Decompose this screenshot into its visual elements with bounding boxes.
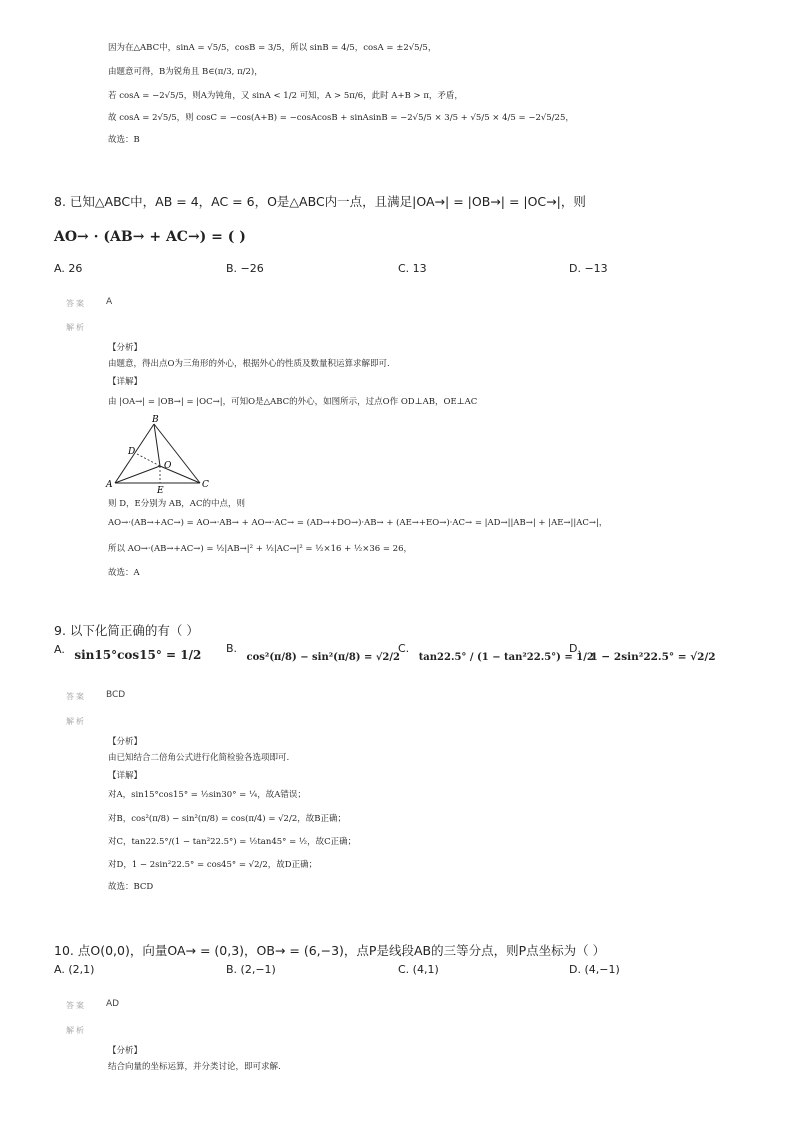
q9-xiangjie-title: 【详解】	[108, 771, 143, 781]
q8-conclusion: 故选：A	[108, 568, 140, 578]
q10-fenxi-title: 【分析】	[108, 1046, 143, 1056]
triangle-side-bc	[154, 424, 200, 483]
q8-option-b[interactable]: B. −26	[226, 262, 264, 275]
segment-od	[137, 454, 160, 466]
q7-solution-line1: 因为在△ABC中，sinA = √5/5，cosB = 3/5，所以 sinB = 4/5，cosA = ±2√5/5，	[108, 43, 437, 53]
q9-conclusion: 故选：BCD	[108, 882, 154, 892]
q9-option-c-letter: C.	[398, 642, 410, 655]
q8-option-c[interactable]: C. 13	[398, 262, 427, 275]
q9-option-a-expr: sin15°cos15° = 1/2	[74, 648, 202, 662]
q10-answer: AD	[106, 999, 120, 1009]
q8-xiangjie-title: 【详解】	[108, 377, 143, 387]
q8-option-d[interactable]: D. −13	[569, 262, 608, 275]
q8-answer-label: 答案	[66, 299, 86, 308]
q7-conclusion: 故选：B	[108, 135, 140, 145]
q10-option-b[interactable]: B. (2,−1)	[226, 963, 276, 976]
q8-fenxi-text: 由题意，得出点O为三角形的外心，根据外心的性质及数量积运算求解即可.	[108, 359, 390, 369]
q8-analysis-label: 解析	[66, 323, 86, 332]
q10-option-d[interactable]: D. (4,−1)	[569, 963, 620, 976]
q10-answer-label: 答案	[66, 1001, 86, 1010]
q8-answer: A	[106, 297, 113, 307]
q9-option-d-letter: D.	[569, 642, 581, 655]
q9-option-b-expr: cos²(π/8) − sin²(π/8) = √2/2	[246, 652, 401, 663]
q10-option-a[interactable]: A. (2,1)	[54, 963, 95, 976]
q7-solution-line3: 若 cosA = −2√5/5，则A为钝角，又 sinA < 1/2 可知，A > 5π/6，此时 A+B > π，矛盾，	[108, 91, 463, 101]
q9-detail-d: 对D，1 − 2sin²22.5° = cos45° = √2/2，故D正确；	[108, 860, 318, 870]
q8-fenxi-title: 【分析】	[108, 343, 143, 353]
q9-answer-label: 答案	[66, 692, 86, 701]
segment-ao	[115, 466, 160, 483]
q9-option-b-letter: B.	[226, 642, 238, 655]
q9-option-c[interactable]	[398, 642, 594, 663]
q9-fenxi-text: 由已知结合二倍角公式进行化简检验各选项即可.	[108, 753, 290, 763]
q9-option-d[interactable]	[569, 642, 716, 663]
label-a: A	[106, 480, 113, 490]
label-o: O	[164, 461, 172, 471]
q10-fenxi-text: 结合向量的坐标运算，并分类讨论，即可求解.	[108, 1062, 281, 1072]
label-c: C	[202, 480, 209, 490]
q9-option-a[interactable]	[54, 642, 202, 662]
q9-answer: BCD	[106, 690, 126, 700]
q7-solution-line2: 由题意可得，B为锐角且 B∈(π/3, π/2)，	[108, 67, 263, 77]
q10-stem: 10. 点O(0,0)，向量OA→ = (0,3)，OB→ = (6,−3)，点P是线段AB的三等分点，则P点坐标为（ ）	[54, 943, 606, 958]
q9-option-d-expr: 1 − 2sin²22.5° = √2/2	[590, 651, 716, 663]
q9-detail-b: 对B，cos²(π/8) − sin²(π/8) = cos(π/4) = √2/2，故B正确；	[108, 814, 346, 824]
q9-option-b[interactable]	[226, 642, 401, 663]
q8-after-fig-line3: 所以 AO→·(AB→+AC→) = ½|AB→|² + ½|AC→|² = ½×16 + ½×36 = 26，	[108, 544, 412, 554]
q8-stem-line2: AO→ · (AB→ + AC→) = ( )	[54, 229, 246, 245]
q10-option-c[interactable]: C. (4,1)	[398, 963, 439, 976]
q9-detail-c: 对C，tan22.5°/(1 − tan²22.5°) = ½tan45° = ½，故C正确；	[108, 837, 357, 847]
q9-stem: 9. 以下化简正确的有（ ）	[54, 623, 199, 638]
triangle-figure	[104, 412, 224, 494]
q9-fenxi-title: 【分析】	[108, 737, 143, 747]
q8-stem-line1: 8. 已知△ABC中，AB = 4，AC = 6，O是△ABC内一点，且满足|OA→| = |OB→| = |OC→|，则	[54, 194, 586, 209]
q10-analysis-label: 解析	[66, 1026, 86, 1035]
q8-option-a[interactable]: A. 26	[54, 262, 83, 275]
label-e: E	[157, 486, 164, 494]
q8-after-fig-line1: 则 D，E分别为 AB，AC的中点，则	[108, 499, 245, 509]
label-b: B	[152, 415, 159, 425]
q7-solution-line4: 故 cosA = 2√5/5，则 cosC = −cos(A+B) = −cosAcosB + sinAsinB = −2√5/5 × 3/5 + √5/5 × 4/5 = −2√5/25，	[108, 113, 574, 123]
q9-analysis-label: 解析	[66, 717, 86, 726]
q8-after-fig-line2: AO→·(AB→+AC→) = AO→·AB→ + AO→·AC→ = (AD→+DO→)·AB→ + (AE→+EO→)·AC→ = |AD→||AB→| + |AE→||AC→|，	[108, 518, 608, 528]
label-d: D	[128, 447, 136, 457]
q9-option-a-letter: A.	[54, 643, 65, 656]
q9-option-c-expr: tan22.5° / (1 − tan²22.5°) = 1/2	[418, 652, 594, 663]
q9-detail-a: 对A，sin15°cos15° = ½sin30° = ¼，故A错误；	[108, 790, 306, 800]
q8-xiangjie-line1: 由 |OA→| = |OB→| = |OC→|，可知O是△ABC的外心，如图所示，过点O作 OD⊥AB，OE⊥AC	[108, 397, 478, 407]
